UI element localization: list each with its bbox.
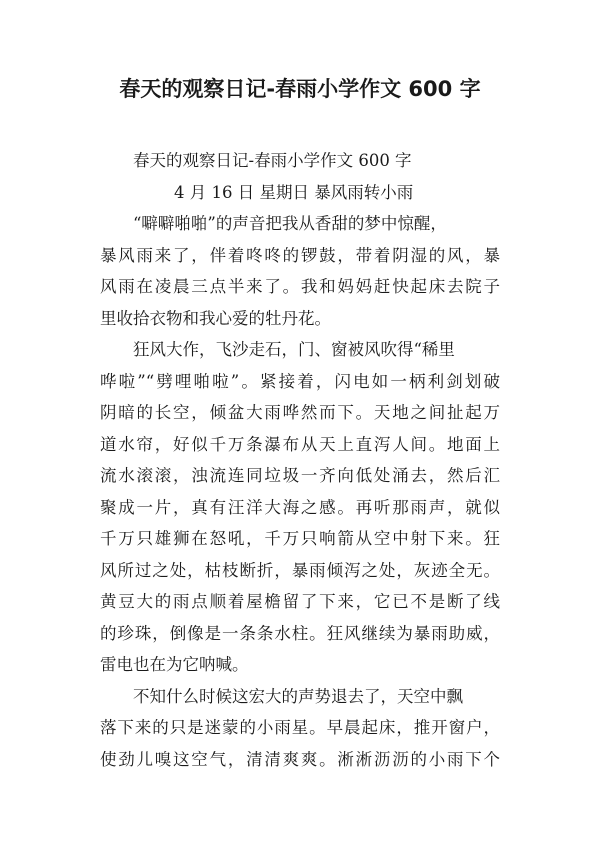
paragraph-1-line-3: 风雨在凌晨三点半来了。我和妈妈赶快起床去院子: [100, 277, 500, 296]
paragraph-2-line-9: 黄豆大的雨点顺着屋檐留了下来，它已不是断了线: [100, 592, 500, 611]
paragraph-1-line-4: 里收拾衣物和我心爱的牡丹花。: [100, 308, 331, 328]
paragraph-2-line-8: 风所过之处，枯枝断折，暴雨倾泻之处，灰迹全无。: [100, 560, 500, 580]
paragraph-2-line-4: 道水帘，好似千万条瀑布从天上直泻人间。地面上: [100, 434, 500, 454]
paragraph-2-line-10: 的珍珠，倒像是一条条水柱。狂风继续为暴雨助威，: [100, 623, 500, 643]
document-title: 春天的观察日记-春雨小学作文 600 字: [119, 77, 481, 101]
paragraph-3-line-2: 落下来的只是迷蒙的小雨星。早晨起床，推开窗户，: [100, 718, 500, 737]
paragraph-2-line-7: 千万只雄狮在怒吼，千万只响箭从空中射下来。狂: [100, 529, 500, 548]
paragraph-2-line-2: 哗啦”“劈哩啪啦”。紧接着，闪电如一柄利剑划破: [100, 371, 500, 391]
paragraph-1-line-1: “噼噼啪啪”的声音把我从香甜的梦中惊醒，: [133, 214, 447, 233]
diary-date-line: 4 月 16 日 星期日 暴风雨转小雨: [174, 182, 414, 202]
paragraph-2-line-1: 狂风大作，飞沙走石，门、窗被风吹得“稀里: [133, 340, 455, 359]
paragraph-2-line-11: 雷电也在为它呐喊。: [100, 655, 249, 674]
paragraph-2-line-5: 流水滚滚，浊流连同垃圾一齐向低处涌去，然后汇: [100, 466, 500, 485]
document-body: [100, 145, 500, 775]
paragraph-1-line-2: 暴风雨来了，伴着咚咚的锣鼓，带着阴湿的风，暴: [100, 245, 500, 265]
paragraph-3-line-3: 使劲儿嗅这空气，清清爽爽。淅淅沥沥的小雨下个: [100, 749, 500, 769]
paragraph-3-line-1: 不知什么时候这宏大的声势退去了，天空中飘: [133, 686, 463, 706]
essay-subtitle: 春天的观察日记-春雨小学作文 600 字: [133, 151, 412, 170]
paragraph-2-line-3: 阴暗的长空，倾盆大雨哗然而下。天地之间扯起万: [100, 403, 500, 422]
paragraph-2-line-6: 聚成一片，真有汪洋大海之感。再听那雨声，就似: [100, 497, 500, 517]
